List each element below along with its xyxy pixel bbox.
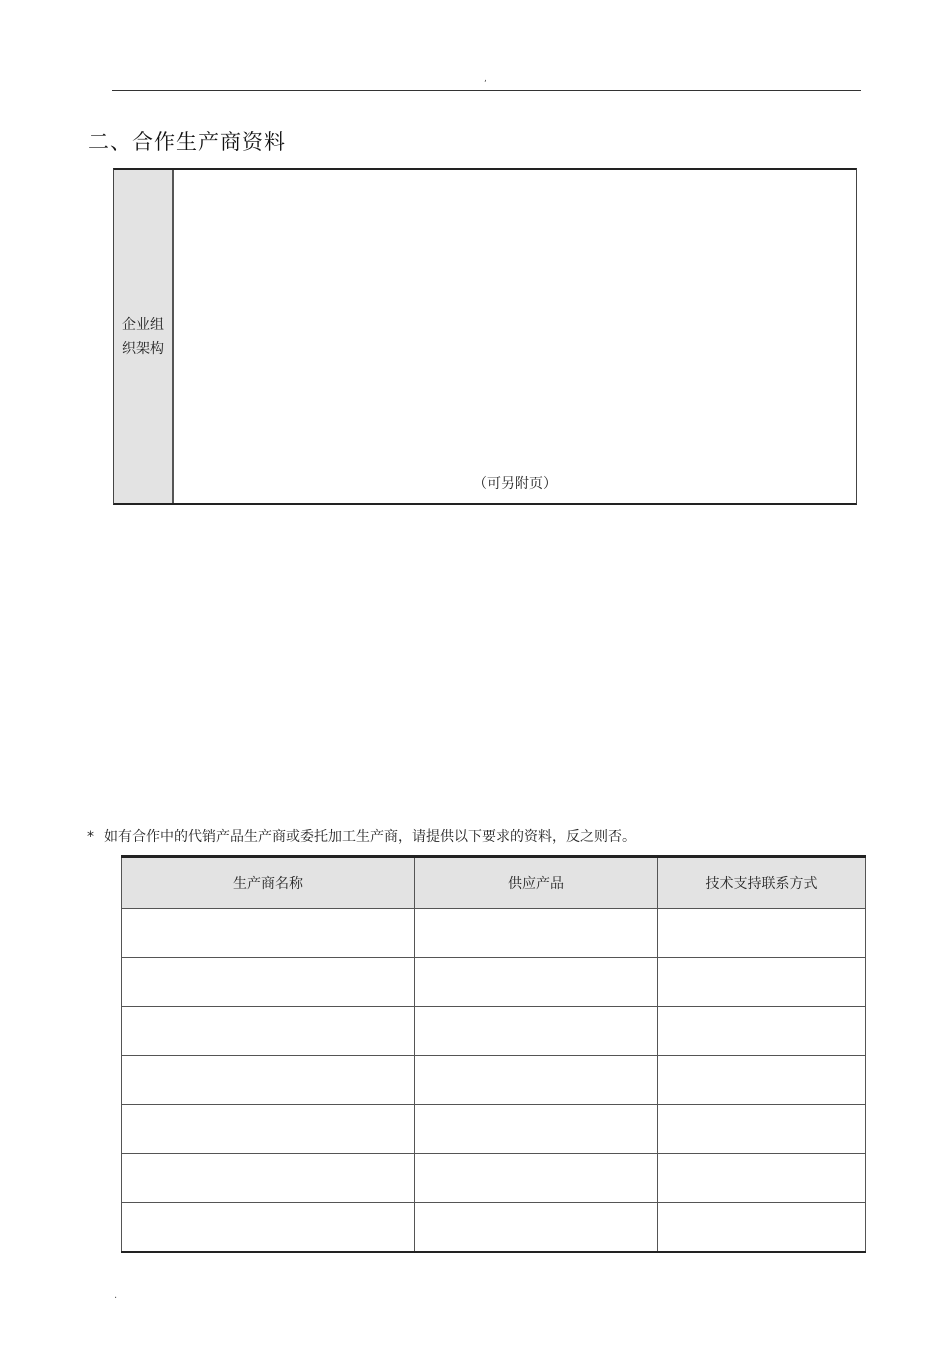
cell-tech-support-contact[interactable] [658, 1105, 866, 1154]
cell-manufacturer-name[interactable] [122, 958, 415, 1007]
section-title: 二、合作生产商资料 [88, 130, 286, 154]
manufacturer-table [121, 855, 866, 1253]
table-row [122, 958, 866, 1007]
header-manufacturer-name: 生产商名称 [122, 857, 415, 909]
header-mark: , [484, 74, 487, 84]
cell-supplied-products[interactable] [415, 1007, 658, 1056]
cell-tech-support-contact[interactable] [658, 1007, 866, 1056]
table-row [122, 1056, 866, 1105]
cell-tech-support-contact[interactable] [658, 1056, 866, 1105]
org-structure-table [113, 168, 857, 505]
org-structure-note: （可另附页） [473, 476, 557, 492]
org-structure-label-cell [114, 170, 174, 503]
cell-tech-support-contact[interactable] [658, 1154, 866, 1203]
footnote-star: * [87, 829, 94, 845]
cell-supplied-products[interactable] [415, 1056, 658, 1105]
cell-manufacturer-name[interactable] [122, 1154, 415, 1203]
cell-manufacturer-name[interactable] [122, 1056, 415, 1105]
header-rule [112, 90, 861, 91]
footer-mark: . [114, 1290, 118, 1301]
cell-manufacturer-name[interactable] [122, 1203, 415, 1253]
cell-supplied-products[interactable] [415, 958, 658, 1007]
cell-tech-support-contact[interactable] [658, 1203, 866, 1253]
table-row [122, 909, 866, 958]
cell-manufacturer-name[interactable] [122, 909, 415, 958]
org-structure-label: 企业组织架构 [122, 316, 164, 357]
table-row [122, 1203, 866, 1253]
footnote-text: 如有合作中的代销产品生产商或委托加工生产商，请提供以下要求的资料，反之则否。 [104, 829, 636, 845]
org-structure-content-cell[interactable] [174, 170, 856, 503]
table-row [122, 1007, 866, 1056]
table-row [122, 1154, 866, 1203]
cell-tech-support-contact[interactable] [658, 958, 866, 1007]
table-header-row [122, 857, 866, 909]
header-tech-support-contact: 技术支持联系方式 [658, 857, 866, 909]
footnote [87, 826, 636, 846]
cell-manufacturer-name[interactable] [122, 1007, 415, 1056]
header-supplied-products: 供应产品 [415, 857, 658, 909]
cell-tech-support-contact[interactable] [658, 909, 866, 958]
cell-manufacturer-name[interactable] [122, 1105, 415, 1154]
cell-supplied-products[interactable] [415, 1105, 658, 1154]
cell-supplied-products[interactable] [415, 909, 658, 958]
cell-supplied-products[interactable] [415, 1203, 658, 1253]
table-row [122, 1105, 866, 1154]
cell-supplied-products[interactable] [415, 1154, 658, 1203]
